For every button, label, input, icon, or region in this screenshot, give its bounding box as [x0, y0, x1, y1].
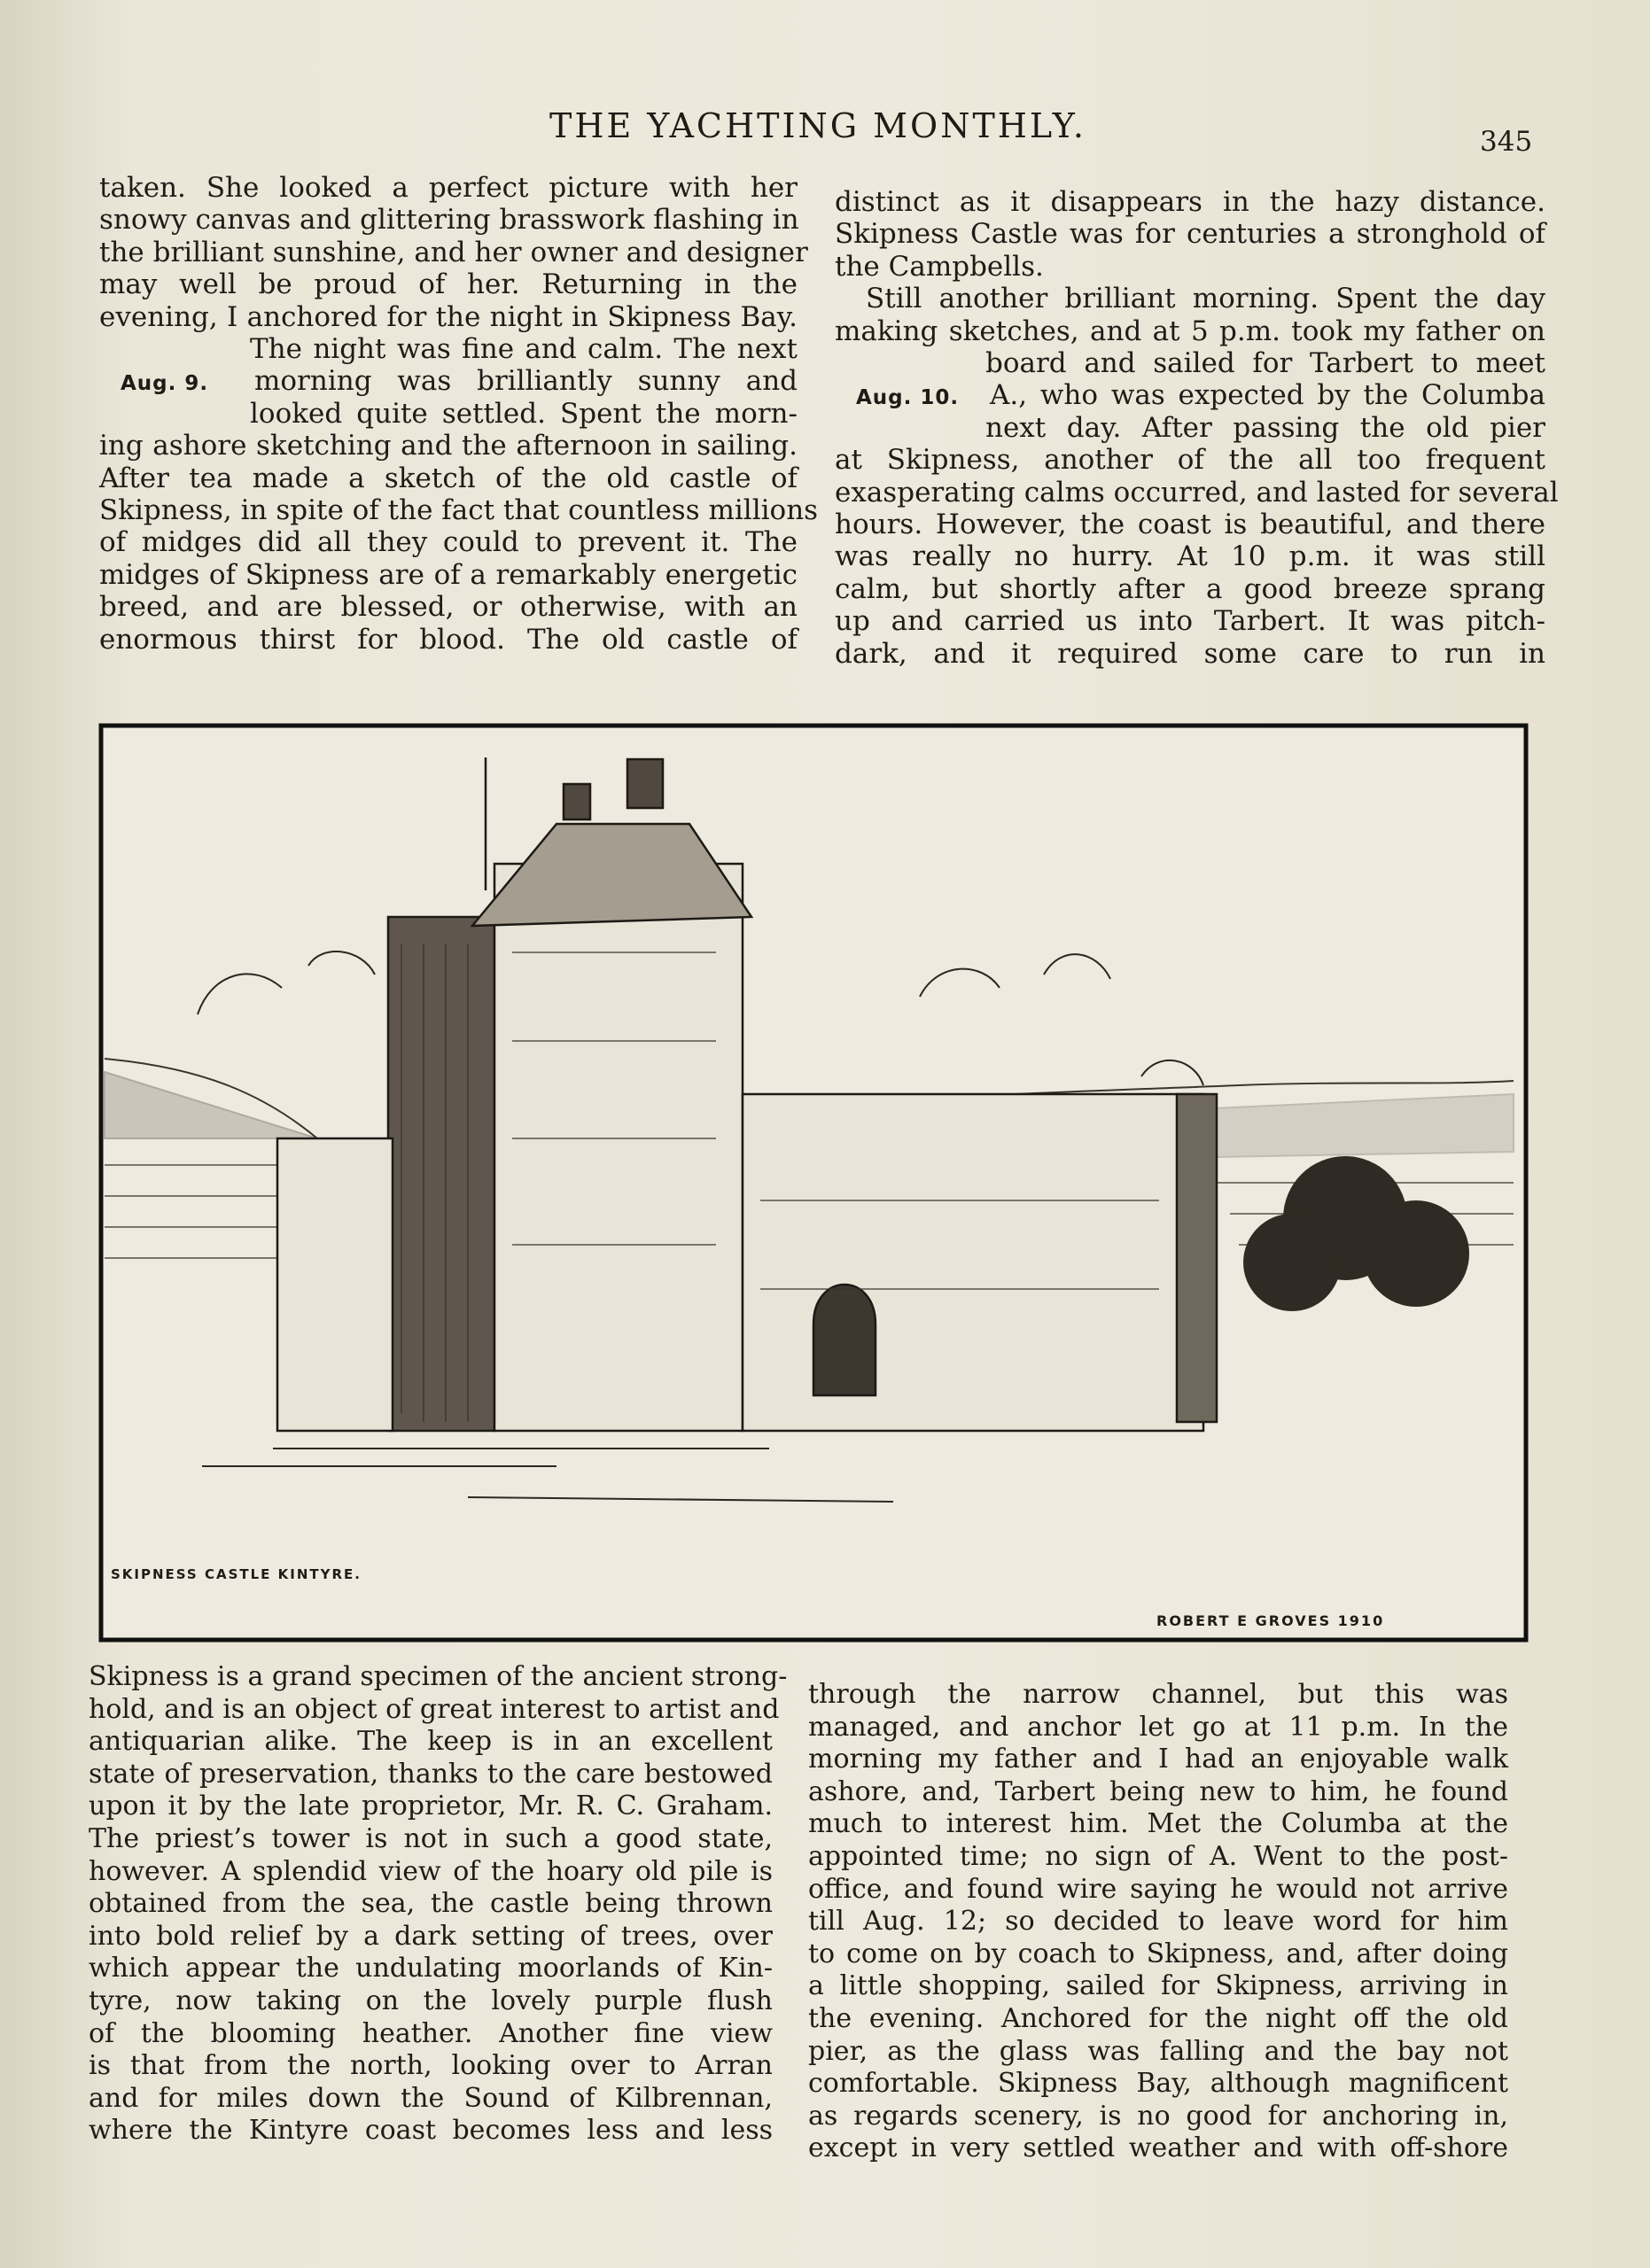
text-line: dark, and it required some care to run in [835, 637, 1545, 670]
text-line: appointed time; no sign of A. Went to the post- [808, 1840, 1508, 1872]
text-line: midges of Skipness are of a remarkably energetic [99, 558, 798, 591]
text-line: snowy canvas and glittering brasswork flashing in [99, 204, 799, 237]
text-line: hold, and is an object of great interest to artist and [89, 1693, 780, 1725]
text-line: board and sailed for Tarbert to meet [985, 347, 1545, 380]
illustration-caption: SKIPNESS CASTLE KINTYRE. [111, 1566, 362, 1582]
text-line: calm, but shortly after a good breeze sprang [835, 572, 1545, 605]
text-line-with-sidenote [835, 379, 1545, 411]
text-line: exasperating calms occurred, and lasted for several [835, 476, 1559, 509]
top-left-column [99, 172, 819, 656]
text-line: and for miles down the Sound of Kilbrennan, [89, 2082, 773, 2114]
text-line: ing ashore sketching and the afternoon in sailing. [99, 430, 798, 462]
text-line: enormous thirst for blood. The old castle of [99, 623, 798, 656]
text-line: The night was fine and calm. The next [250, 333, 798, 366]
text-line: to come on by coach to Skipness, and, after doing [808, 1938, 1508, 1969]
text-line: distinct as it disappears in the hazy distance. [835, 186, 1545, 218]
text-line: pier, as the glass was falling and the bay not [808, 2035, 1508, 2067]
text-line: a little shopping, sailed for Skipness, arriving in [808, 1970, 1508, 2002]
bottom-left-column [89, 1661, 788, 2148]
text-line: upon it by the late proprietor, Mr. R. C. Graham. [89, 1790, 773, 1822]
text-line: Skipness, in spite of the fact that countless millions [99, 494, 819, 527]
text-line: of the blooming heather. Another fine view [89, 2017, 773, 2049]
text-line: breed, and are blessed, or otherwise, with an [99, 591, 798, 624]
text-line: antiquarian alike. The keep is in an excellent [89, 1726, 773, 1758]
text-line: hours. However, the coast is beautiful, and there [835, 509, 1545, 541]
text-line: The priest’s tower is not in such a good state, [89, 1822, 773, 1854]
text-line: the Campbells. [835, 250, 1044, 283]
text-line: at Skipness, another of the all too frequent [835, 444, 1545, 477]
text-line: taken. She looked a perfect picture with her [99, 172, 798, 204]
text-line: Skipness Castle was for centuries a stronghold of [835, 218, 1545, 251]
text-line: may well be proud of her. Returning in the [99, 268, 798, 301]
text-line: evening, I anchored for the night in Skipness Bay. [99, 300, 798, 333]
skipness-castle-illustration [96, 722, 1531, 1643]
text-line: managed, and anchor let go at 11 p.m. In the [808, 1711, 1508, 1743]
sidenote-date: Aug. 9. [121, 372, 209, 396]
text-line: making sketches, and at 5 p.m. took my father on [835, 315, 1545, 347]
text-line: ashore, and, Tarbert being new to him, he found [808, 1775, 1508, 1807]
page-number: 345 [1480, 126, 1533, 158]
text-line: the evening. Anchored for the night off the old [808, 2002, 1508, 2034]
text-line: Still another brilliant morning. Spent the day [866, 283, 1545, 315]
sidenote-date: Aug. 10. [856, 386, 960, 410]
text-line: looked quite settled. Spent the morn- [250, 397, 798, 430]
text-line: however. A splendid view of the hoary old pile is [89, 1855, 773, 1887]
text-line: is that from the north, looking over to Arran [89, 2050, 773, 2082]
text-line: which appear the undulating moorlands of Kin- [89, 1953, 773, 1984]
text-line: morning was brilliantly sunny and [254, 365, 798, 398]
text-line: was really no hurry. At 10 p.m. it was still [835, 540, 1545, 573]
text-line: into bold relief by a dark setting of trees, over [89, 1920, 773, 1952]
text-line: as regards scenery, is no good for anchoring in, [808, 2100, 1508, 2132]
text-line: where the Kintyre coast becomes less and less [89, 2115, 773, 2147]
text-line: much to interest him. Met the Columba at the [808, 1808, 1508, 1840]
running-title: THE YACHTING MONTHLY. [549, 106, 1087, 145]
text-line: morning my father and I had an enjoyable walk [808, 1744, 1508, 1775]
text-line: till Aug. 12; so decided to leave word for him [808, 1906, 1508, 1938]
text-line: A., who was expected by the Columba [990, 379, 1545, 412]
artist-signature: ROBERT E GROVES 1910 [1156, 1612, 1385, 1629]
text-line: After tea made a sketch of the old castle of [99, 462, 798, 494]
text-line: state of preservation, thanks to the care bestowed [89, 1758, 773, 1790]
text-line: Skipness is a grand specimen of the ancient strong- [89, 1661, 788, 1692]
text-line: office, and found wire saying he would not arrive [808, 1873, 1508, 1905]
text-line: comfortable. Skipness Bay, although magnificent [808, 2068, 1508, 2100]
bottom-right-column [808, 1679, 1508, 2165]
text-line: obtained from the sea, the castle being thrown [89, 1888, 773, 1920]
running-head [0, 106, 1650, 159]
text-line: through the narrow channel, but this was [808, 1679, 1508, 1710]
text-line: next day. After passing the old pier [985, 411, 1545, 444]
top-right-column [835, 186, 1559, 670]
text-line: tyre, now taking on the lovely purple flush [89, 1984, 773, 2016]
text-line: of midges did all they could to prevent it. The [99, 526, 798, 559]
text-line-with-sidenote [99, 365, 798, 397]
castle-drawing [96, 722, 1531, 1643]
text-line: up and carried us into Tarbert. It was pitch- [835, 605, 1545, 638]
text-line: the brilliant sunshine, and her owner and designer [99, 236, 808, 268]
text-line: except in very settled weather and with off-shore [808, 2132, 1508, 2164]
